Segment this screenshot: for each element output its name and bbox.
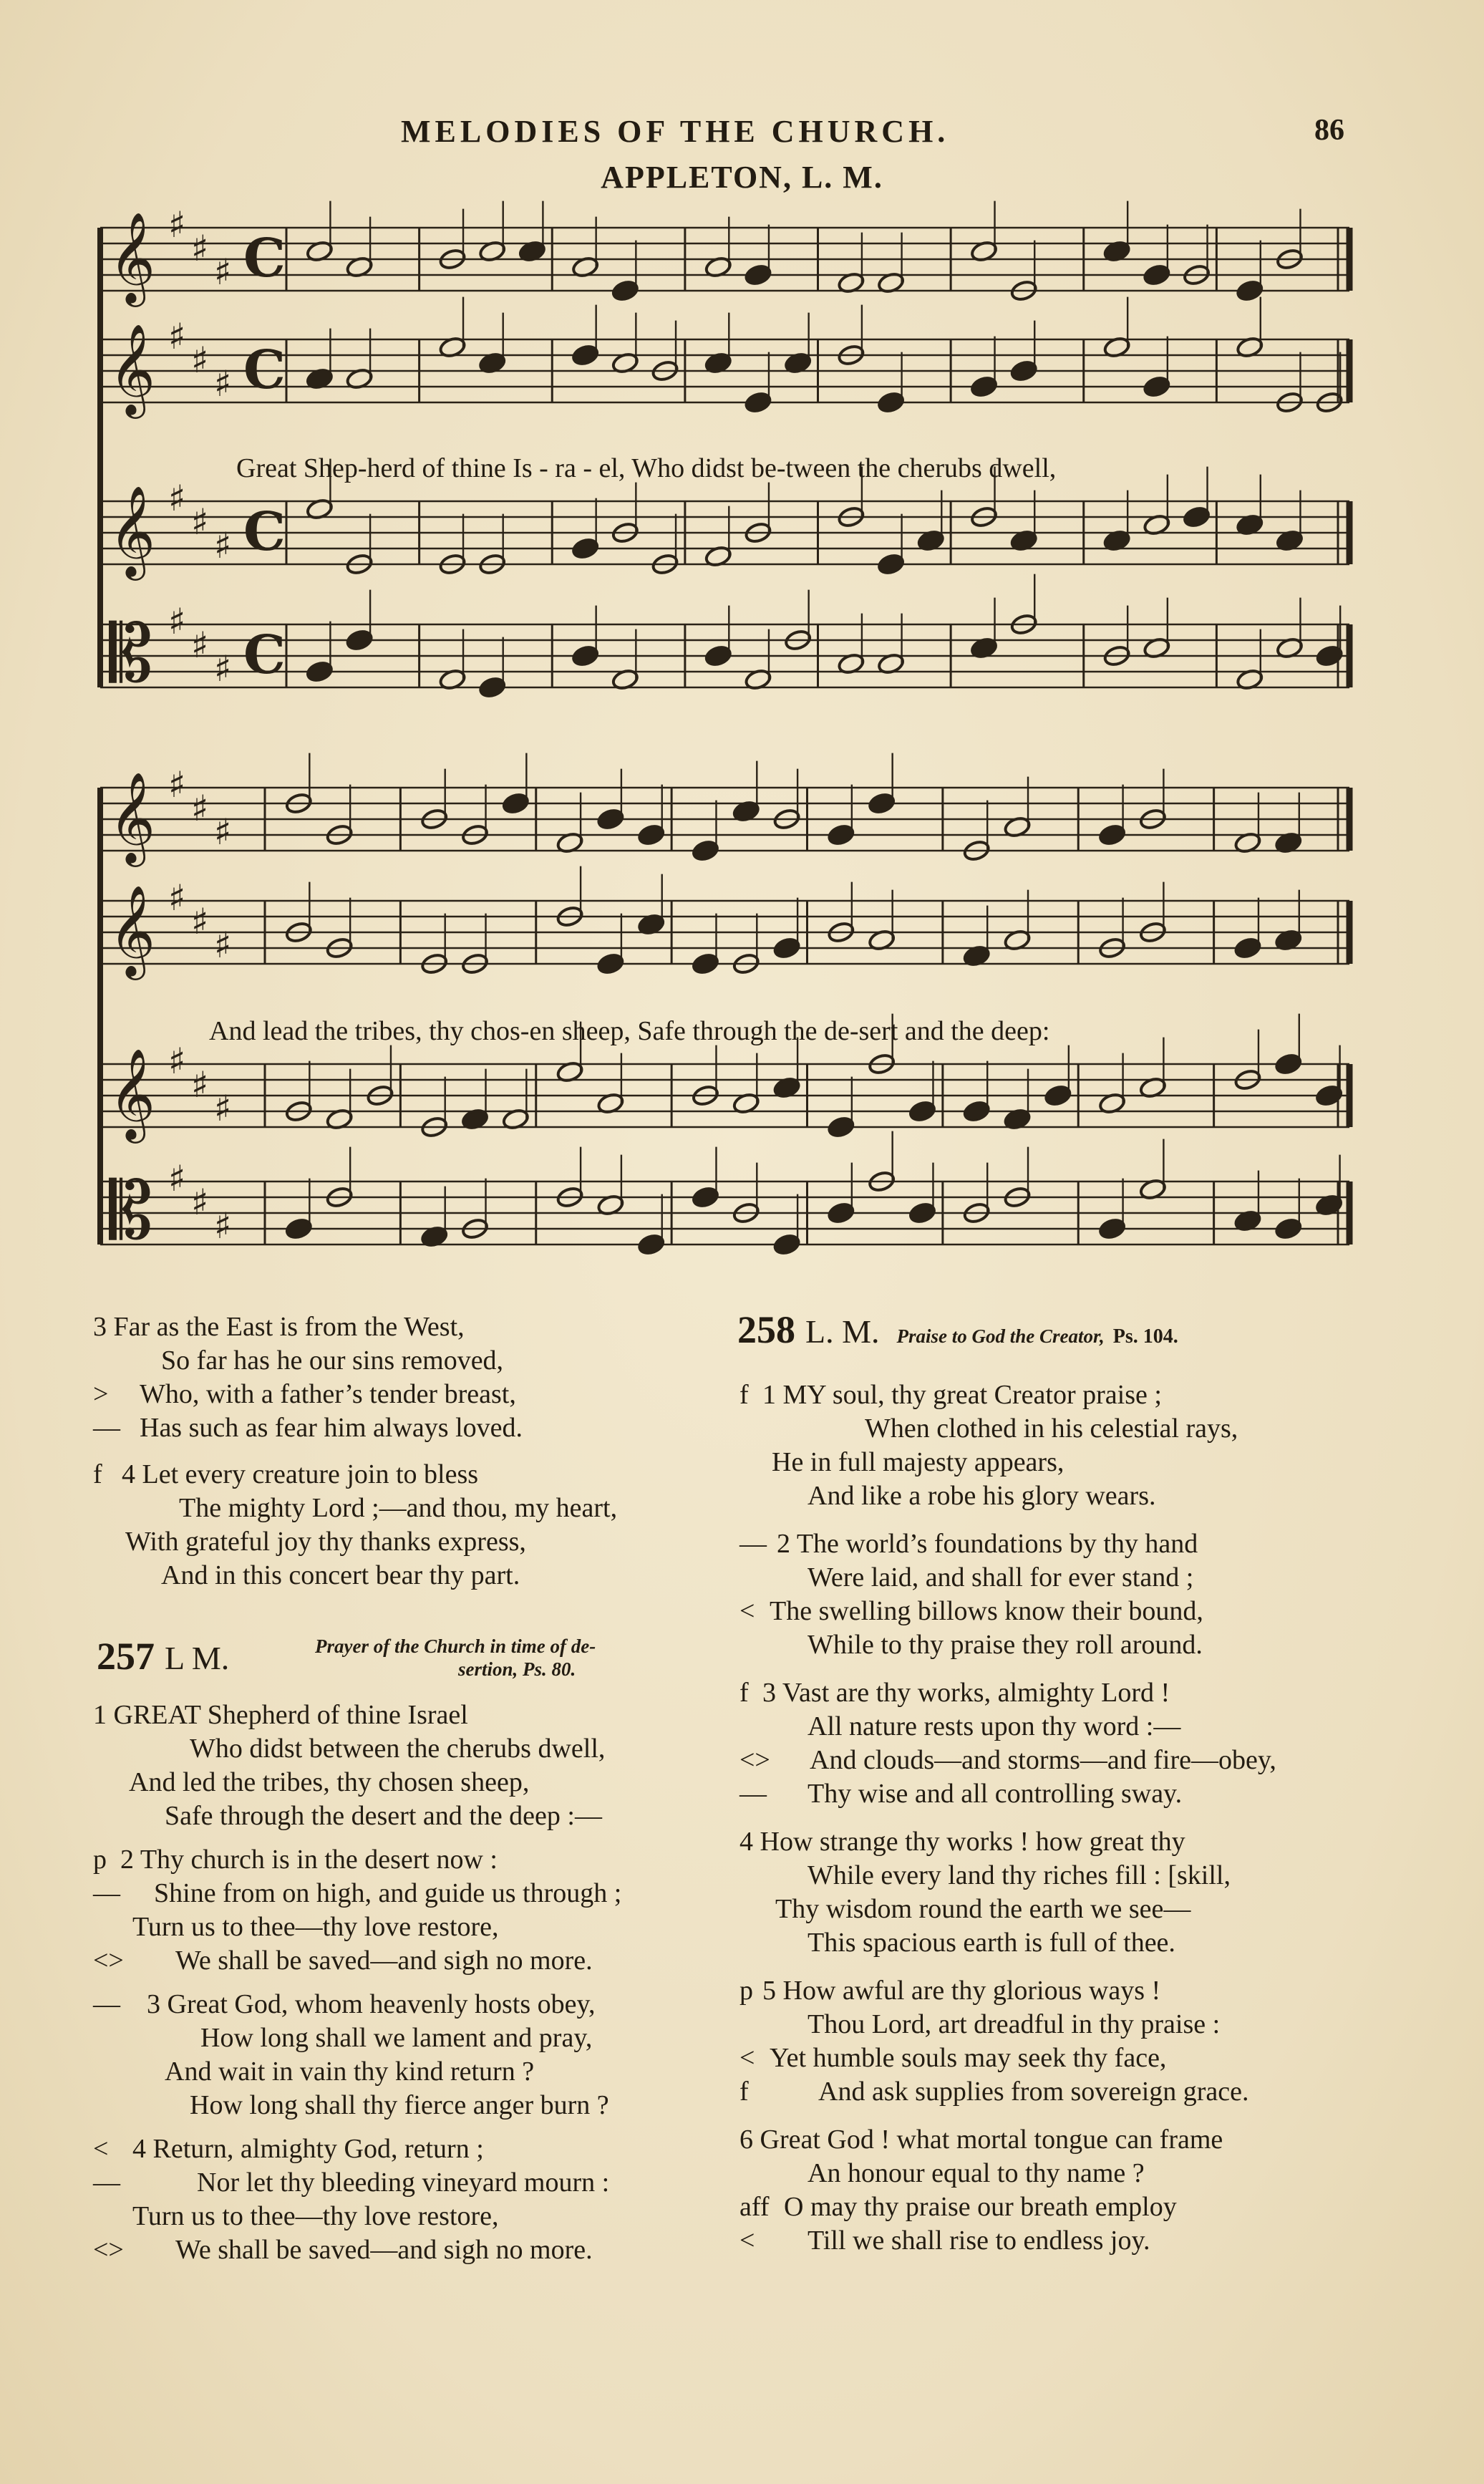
verse-line: And in this concert bear thy part.	[161, 1560, 520, 1590]
verse-line: — Shine from on high, and guide us through ;	[93, 1877, 730, 1910]
c-clef-icon: 𝄡	[109, 1165, 153, 1257]
dynamic-mark: <	[739, 2226, 755, 2256]
sharp-icon: ♯	[168, 764, 186, 806]
dynamic-mark: f	[739, 2077, 749, 2107]
treble-clef-icon: 𝄞	[109, 884, 156, 977]
verse-line: 3 Far as the East is from the West,	[93, 1312, 465, 1342]
verse-line: While to thy praise they roll around.	[808, 1630, 1203, 1660]
sharp-icon: ♯	[191, 901, 209, 943]
verse-line: < Yet humble souls may seek thy face,	[739, 2041, 1455, 2075]
dynamic-mark: <	[739, 2043, 755, 2073]
sharp-icon: ♯	[191, 1064, 209, 1106]
sharp-icon: ♯	[191, 228, 209, 270]
dynamic-mark: —	[93, 1413, 120, 1443]
hymn-258-text	[739, 1378, 1455, 2258]
sharp-icon: ♯	[214, 363, 232, 405]
dynamic-mark: —	[93, 2168, 120, 2198]
common-time-icon: C	[243, 339, 286, 402]
dynamic-mark: aff	[739, 2192, 770, 2222]
dynamic-mark: —	[739, 1779, 767, 1809]
verse-line: Turn us to thee—thy love restore,	[132, 1912, 499, 1942]
verse-line: And wait in vain thy kind return ?	[165, 2057, 535, 2087]
dynamic-mark: f	[739, 1678, 749, 1708]
sharp-icon: ♯	[214, 924, 232, 967]
verse-line: <> We shall be saved—and sigh no more.	[93, 1944, 730, 1978]
hymn-meter: L M.	[165, 1640, 230, 1676]
verse-line: While every land thy riches fill : [skill,	[808, 1860, 1231, 1890]
lyric-line-1: Great Shep-herd of thine Is - ra - el, Who didst be-tween the cherubs dwell,	[236, 453, 1057, 483]
verse-line: When clothed in his celestial rays,	[865, 1413, 1238, 1444]
hymn-meter: L. M.	[805, 1313, 880, 1350]
verse-line: This spacious earth is full of thee.	[808, 1928, 1175, 1958]
verse-line: aff O may thy praise our breath employ	[739, 2190, 1455, 2224]
page-number: 86	[1314, 114, 1344, 147]
sharp-icon: ♯	[214, 648, 232, 690]
sharp-icon: ♯	[214, 525, 232, 567]
verse-line: And like a robe his glory wears.	[808, 1481, 1156, 1511]
dynamic-mark: p	[93, 1845, 107, 1875]
verse-line: An honour equal to thy name ?	[808, 2158, 1145, 2188]
sharp-icon: ♯	[214, 1088, 232, 1130]
verse-line: So far has he our sins removed,	[161, 1345, 504, 1376]
hymn-257-title-2: sertion, Ps. 80.	[458, 1658, 576, 1680]
verse-line: — Thy wise and all controlling sway.	[739, 1777, 1455, 1811]
verse-line: < 4 Return, almighty God, return ;	[93, 2132, 730, 2166]
sharp-icon: ♯	[191, 624, 209, 667]
dynamic-mark: f	[93, 1459, 102, 1489]
sharp-icon: ♯	[168, 1158, 186, 1200]
verse-line: p 5 How awful are thy glorious ways !	[739, 1974, 1455, 2008]
verse-line: Thy wisdom round the earth we see—	[775, 1894, 1191, 1924]
verse-line: > Who, with a father’s tender breast,	[93, 1378, 730, 1411]
dynamic-mark: <>	[93, 2235, 124, 2265]
verse-line: 4 How strange thy works ! how great thy	[739, 1827, 1185, 1857]
sharp-icon: ♯	[168, 877, 186, 919]
sharp-icon: ♯	[168, 1040, 186, 1083]
hymn-257-title-1: Prayer of the Church in time of de-	[315, 1635, 596, 1657]
sharp-icon: ♯	[168, 601, 186, 643]
verse-line: How long shall we lament and pray,	[200, 2023, 593, 2053]
verse-line: Turn us to thee—thy love restore,	[132, 2201, 499, 2231]
verse-line: < The swelling billows know their bound,	[739, 1595, 1455, 1628]
treble-clef-icon: 𝄞	[109, 485, 156, 577]
verse-line: And led the tribes, thy chosen sheep,	[129, 1767, 530, 1797]
common-time-icon: C	[243, 228, 286, 290]
sharp-icon: ♯	[191, 1181, 209, 1224]
verse-line: How long shall thy fierce anger burn ?	[190, 2090, 609, 2120]
sharp-icon: ♯	[191, 501, 209, 543]
dynamic-mark: <	[93, 2134, 109, 2164]
verse-line: p 2 Thy church is in the desert now :	[93, 1843, 730, 1877]
verse-line: < Till we shall rise to endless joy.	[739, 2224, 1455, 2258]
verse-line: f 3 Vast are thy works, almighty Lord !	[739, 1676, 1455, 1710]
dynamic-mark: f	[739, 1380, 749, 1410]
verse-line: Who didst between the cherubs dwell,	[190, 1734, 606, 1764]
common-time-icon: C	[243, 501, 286, 564]
verse-line: — 3 Great God, whom heavenly hosts obey,	[93, 1988, 730, 2021]
verse-line: The mighty Lord ;—and thou, my heart,	[179, 1493, 618, 1523]
sharp-icon: ♯	[214, 1205, 232, 1247]
verse-line: Safe through the desert and the deep :—	[165, 1801, 602, 1831]
dynamic-mark: —	[93, 1989, 120, 2019]
verse-line: 1 GREAT Shepherd of thine Israel	[93, 1700, 468, 1730]
dynamic-mark: >	[93, 1379, 109, 1409]
running-title: MELODIES OF THE CHURCH.	[401, 114, 950, 149]
hymn-number: 258	[737, 1308, 795, 1351]
sharp-icon: ♯	[214, 251, 232, 294]
left-column	[93, 1310, 730, 1593]
verse-line: f 1 MY soul, thy great Creator praise ;	[739, 1378, 1455, 1412]
verse-line: — Has such as fear him always loved.	[93, 1411, 730, 1445]
dynamic-mark: <>	[739, 1745, 770, 1775]
hymn-257-text	[93, 1698, 730, 2267]
treble-clef-icon: 𝄞	[109, 323, 156, 415]
verse-line: All nature rests upon thy word :—	[808, 1711, 1181, 1741]
sharp-icon: ♯	[191, 339, 209, 382]
verse-line: — Nor let thy bleeding vineyard mourn :	[93, 2166, 730, 2200]
verse-line: He in full majesty appears,	[772, 1447, 1064, 1477]
verse-line: f 4 Let every creature join to bless	[93, 1458, 730, 1492]
treble-clef-icon: 𝄞	[109, 771, 156, 864]
dynamic-mark: —	[739, 1529, 767, 1559]
hymn-number: 257	[97, 1635, 155, 1678]
c-clef-icon: 𝄡	[109, 608, 153, 700]
verse-line: Thou Lord, art dreadful in thy praise :	[808, 2009, 1221, 2039]
verse-line: <> And clouds—and storms—and fire—obey,	[739, 1744, 1455, 1777]
verse-line: With grateful joy thy thanks express,	[125, 1527, 526, 1557]
sharp-icon: ♯	[168, 316, 186, 358]
treble-clef-icon: 𝄞	[109, 211, 156, 304]
common-time-icon: C	[243, 624, 286, 687]
hymn-258-title: Praise to God the Creator,	[896, 1325, 1105, 1347]
tune-title: APPLETON, L. M.	[601, 160, 883, 195]
dynamic-mark: <>	[93, 1946, 124, 1976]
verse-line: — 2 The world’s foundations by thy hand	[739, 1527, 1455, 1561]
verse-line: <> We shall be saved—and sigh no more.	[93, 2233, 730, 2267]
dynamic-mark: <	[739, 1596, 755, 1626]
verse-line: 6 Great God ! what mortal tongue can frame	[739, 2125, 1223, 2155]
hymn-258-ref: Ps. 104.	[1112, 1325, 1178, 1348]
sharp-icon: ♯	[214, 811, 232, 854]
hymn-258-heading	[737, 1308, 1178, 1352]
hymn-257-heading	[97, 1634, 229, 1678]
dynamic-mark: —	[93, 1878, 120, 1908]
verse-line: Were laid, and shall for ever stand ;	[808, 1562, 1194, 1593]
sharp-icon: ♯	[191, 788, 209, 830]
treble-clef-icon: 𝄞	[109, 1048, 156, 1140]
lyric-line-2: And lead the tribes, thy chos-en sheep, Safe through the de-sert and the deep:	[209, 1016, 1050, 1046]
sharp-icon: ♯	[168, 204, 186, 246]
dynamic-mark: p	[739, 1976, 753, 2006]
sharp-icon: ♯	[168, 478, 186, 520]
verse-line: f And ask supplies from sovereign grace.	[739, 2075, 1455, 2109]
